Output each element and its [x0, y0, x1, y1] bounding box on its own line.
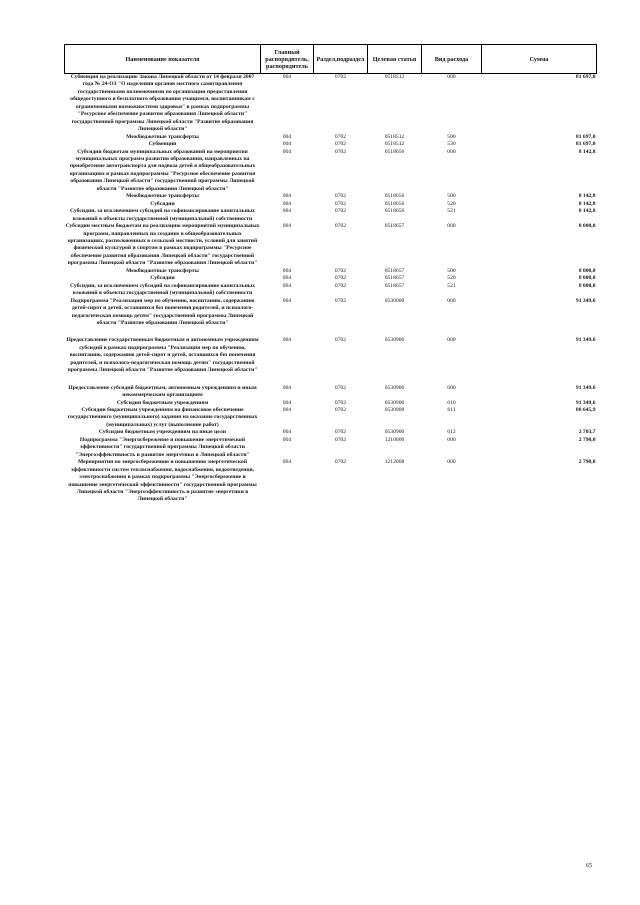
table-row	[65, 134, 597, 141]
cell-section: 0702	[334, 282, 347, 289]
cell-target: 0518656	[384, 208, 405, 215]
cell-admin: 004	[282, 429, 292, 436]
cell-admin: 004	[282, 193, 292, 200]
table-row	[65, 193, 597, 200]
cell-sum: 91 349,6	[575, 399, 596, 406]
cell-type: 520	[447, 275, 456, 282]
cell-target: 0518656	[384, 148, 405, 155]
cell-name: Субсидии бюджетам муниципальных образований на мероприятия муниципальных программ развития образования, направленных на приобретение автотранспорта для подвоза детей в общеобразовательных организациях в рамках подпрограммы "Ресурсное обеспечение развития образования Липецкой области" государственной программы Липецкой области "Развитие образования Липецкой области"	[69, 148, 256, 192]
cell-section: 0702	[334, 193, 347, 200]
header-type: Вид расхода	[422, 45, 482, 74]
cell-admin: 004	[282, 297, 292, 304]
cell-admin: 004	[282, 399, 292, 406]
cell-type: 000	[422, 74, 482, 134]
cell-target: 1210000	[384, 436, 405, 443]
cell-admin: 004	[282, 267, 292, 274]
table-row	[65, 275, 597, 282]
cell-admin: 004	[282, 459, 292, 466]
cell-type: 521	[447, 208, 456, 215]
cell-name: Межбюджетные трансферты	[126, 267, 199, 274]
header-target: Целевая статья	[368, 45, 422, 74]
cell-target: 0518657	[384, 223, 405, 230]
cell-type: 530	[447, 141, 456, 148]
cell-sum: 2 790,0	[578, 459, 596, 466]
cell-type: 611	[447, 407, 456, 414]
cell-name: Межбюджетные трансферты	[126, 193, 199, 200]
cell-section: 0702	[334, 384, 347, 391]
cell-target: 0518512	[384, 133, 405, 140]
cell-type: 000	[447, 297, 456, 304]
table-row	[65, 385, 597, 400]
cell-type: 000	[447, 223, 456, 230]
cell-admin: 004	[282, 223, 292, 230]
cell-name: Субвенция на реализацию Закона Липецкой области от 14 февраля 2007 года № 24-ОЗ "О наделении органов местного самоуправления государственными полномочиями по организации предоставления общедоступного и бесплатного образования учащимся, воспитанникам с ограниченными возможностями здоровья" в рамках подпрограммы "Ресурсное обеспечение развития образования Липецкой области" государственной программы Липецкой области "Развитие образования Липецкой области"	[65, 74, 261, 134]
cell-section: 0702	[334, 208, 347, 215]
cell-type: 520	[447, 200, 456, 207]
page-number: 65	[586, 863, 592, 869]
cell-type: 000	[447, 436, 456, 443]
cell-admin: 004	[282, 275, 292, 282]
cell-section: 0702	[334, 459, 347, 466]
cell-sum: 2 790,0	[578, 436, 596, 443]
row-spacer	[65, 327, 597, 337]
cell-section: 0702	[334, 399, 347, 406]
cell-type: 612	[447, 429, 456, 436]
cell-name: Предоставление государственным бюджетным и автономным учреждениям субсидий в рамках подпрограммы "Реализация мер по обучению, воспитанию, содержанию детей-сирот и детей, оставшихся без попечения родителей, и психолого-педагогическая помощь детям" государственной программы Липецкой области "Развитие образования Липецкой области"	[66, 337, 259, 374]
cell-target: 0530900	[384, 399, 405, 406]
header-admin: Главный распорядитель, распорядитель	[261, 45, 314, 74]
cell-section: 0702	[334, 148, 347, 155]
table-row	[65, 400, 597, 407]
cell-target: 0518657	[384, 267, 405, 274]
cell-name: Межбюджетные трансферты	[126, 133, 199, 140]
header-sum: Сумма	[482, 45, 597, 74]
cell-type: 500	[447, 133, 456, 140]
cell-name: Субсидии бюджетным учреждениям	[116, 399, 209, 406]
cell-type: 500	[447, 267, 456, 274]
cell-section: 0702	[334, 267, 347, 274]
cell-section: 0702	[334, 337, 347, 344]
budget-table	[64, 44, 597, 504]
cell-target: 0530900	[384, 407, 405, 414]
cell-name: Субсидии	[150, 200, 175, 207]
cell-sum: 8 000,0	[578, 223, 596, 230]
table-row	[65, 268, 597, 275]
cell-name: Субсидии, за исключением субсидий на софинансирование капитальных вложений в объекты государственной (муниципальной) собственности	[70, 282, 255, 297]
cell-sum: 8 000,0	[578, 282, 596, 289]
document-page	[64, 44, 596, 504]
cell-name: Субсидии	[150, 275, 175, 282]
table-header-row	[65, 45, 597, 74]
cell-sum: 8 142,8	[578, 208, 596, 215]
cell-sum: 91 349,6	[575, 297, 596, 304]
cell-name: Подпрограмма "Реализация мер по обучению, воспитанию, содержанию детей-сирот и детей, оставшихся без попечения родителей, и психолого-педагогическая помощь детям" государственной программы Липецкой области "Развитие образования Липецкой области"	[70, 297, 255, 326]
cell-sum: 81 697,0	[575, 133, 596, 140]
table-row	[65, 223, 597, 268]
cell-sum: 91 349,6	[575, 384, 596, 391]
cell-type: 610	[447, 399, 456, 406]
cell-section: 0702	[334, 141, 347, 148]
cell-sum: 8 142,8	[578, 148, 596, 155]
cell-admin: 004	[282, 337, 292, 344]
header-section: Раздел,подраздел	[314, 45, 368, 74]
cell-type: 600	[447, 384, 456, 391]
cell-section: 0702	[334, 200, 347, 207]
cell-admin: 004	[282, 133, 292, 140]
cell-target: 1212008	[384, 459, 405, 466]
cell-target: 0518512	[368, 74, 422, 134]
cell-target: 0518657	[384, 275, 405, 282]
table-row	[65, 74, 597, 134]
cell-admin: 004	[282, 407, 292, 414]
cell-type: 000	[447, 459, 456, 466]
row-spacer	[65, 375, 597, 385]
table-row	[65, 437, 597, 459]
cell-sum: 2 703,7	[578, 429, 596, 436]
cell-admin: 004	[282, 384, 292, 391]
cell-section: 0702	[334, 429, 347, 436]
cell-target: 0518656	[384, 200, 405, 207]
cell-admin: 004	[282, 200, 292, 207]
cell-sum: 88 645,9	[575, 407, 596, 414]
cell-section: 0702	[334, 223, 347, 230]
table-row	[65, 283, 597, 298]
cell-target: 0530900	[384, 384, 405, 391]
cell-target: 0518657	[384, 282, 405, 289]
cell-target: 0530900	[384, 429, 405, 436]
cell-admin: 004	[282, 208, 292, 215]
cell-sum: 81 697,0	[482, 74, 597, 134]
cell-name: Предоставление субсидий бюджетным, автономным учреждениям и иным некоммерческим организациям	[68, 384, 257, 399]
cell-name: Субвенции	[148, 141, 177, 148]
cell-admin: 004	[261, 74, 314, 134]
cell-target: 0530900	[384, 337, 405, 344]
cell-admin: 004	[282, 282, 292, 289]
cell-name: Субсидии бюджетным учреждениям на финансовое обеспечение государственного (муниципального) задания на оказание государственных (муниципальных) услуг (выполнение работ)	[67, 407, 258, 428]
cell-section: 0702	[314, 74, 368, 134]
cell-section: 0702	[334, 297, 347, 304]
cell-name: Субсидии, за исключением субсидий на софинансирование капитальных вложений в объекты государственной (муниципальной) собственности	[70, 208, 255, 222]
cell-section: 0702	[334, 275, 347, 282]
table-row	[65, 208, 597, 223]
cell-target: 0530000	[384, 297, 405, 304]
table-row	[65, 429, 597, 436]
cell-section: 0702	[334, 133, 347, 140]
cell-target: 0518512	[384, 141, 405, 148]
cell-target: 0518656	[384, 193, 405, 200]
cell-type: 000	[447, 337, 456, 344]
header-name: Наименование показателя	[65, 45, 261, 74]
table-row	[65, 337, 597, 374]
cell-sum: 91 349,6	[575, 337, 596, 344]
table-body	[65, 74, 597, 504]
table-row	[65, 149, 597, 194]
cell-sum: 81 697,0	[575, 141, 596, 148]
table-row	[65, 407, 597, 429]
cell-type: 521	[447, 282, 456, 289]
cell-admin: 004	[282, 141, 292, 148]
cell-name: Субсидии бюджетным учреждениям на иные цели	[98, 429, 227, 436]
table-row	[65, 459, 597, 504]
cell-name: Мероприятия по энергосбережению и повышению энергетической эффективности систем теплоснабжения, водоснабжения, водоотведения, электроснабжения в рамках подпрограммы "Энергосбережение и повышение энергетической эффективности" государственной программы Липецкой области "Энергоэффективность и развитие энергетики в Липецкой области"	[68, 459, 257, 503]
table-row	[65, 141, 597, 148]
cell-sum: 8 142,8	[578, 200, 596, 207]
table-row	[65, 298, 597, 328]
cell-sum: 8 000,0	[578, 267, 596, 274]
cell-admin: 004	[282, 436, 292, 443]
cell-section: 0702	[334, 407, 347, 414]
cell-sum: 8 142,8	[578, 193, 596, 200]
cell-admin: 004	[282, 148, 292, 155]
cell-name: Субсидии местным бюджетам на реализацию мероприятий муниципальных программ, направленных на создание в общеобразовательных организациях, расположенных в сельской местности, условий для занятий физической культурой и спортом в рамках подпрограммы "Ресурсное обеспечение развития образования Липецкой области" государственной программы Липецкой области "Развитие образования Липецкой области"	[65, 223, 260, 267]
cell-name: Подпрограмма "Энергосбережение и повышение энергетической эффективности" государственной программы Липецкой области "Энергоэффективность и развитие энергетики в Липецкой области"	[75, 436, 250, 458]
cell-sum: 8 000,0	[578, 275, 596, 282]
cell-type: 500	[447, 193, 456, 200]
cell-section: 0702	[334, 436, 347, 443]
cell-type: 000	[447, 148, 456, 155]
